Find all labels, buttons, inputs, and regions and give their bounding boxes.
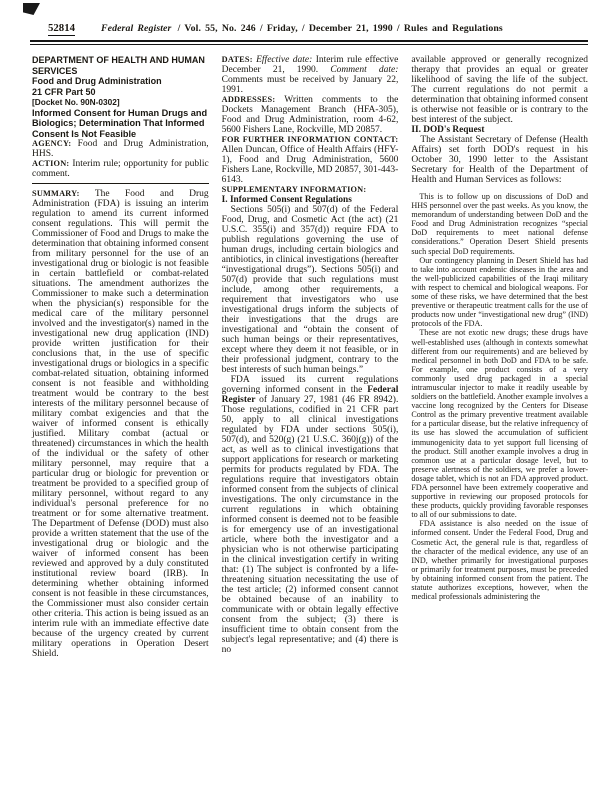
agency-value: Food and Drug Administration, HHS. (32, 139, 209, 159)
supplementary-label-row (222, 185, 399, 195)
agency-label: AGENCY: (32, 139, 72, 148)
preamble-divider (32, 183, 209, 184)
column-right (411, 55, 588, 659)
column-middle (222, 55, 399, 659)
summary-text: The Food and Drug Administration (FDA) is issuing an interim regulation to amend its current informed consent regulations. This will permit the Commissioner of Food and Drugs to make the determination that obtaining informed consent from military personnel for the use of an investigational drug or biologic is not feasible in certain battlefield or combat-related situations. The amendment authorizes the Commissioner to make such a determination when the physician(s) responsible for the medical care of the military personnel involved and the investigator(s) named in the investigational new drug application (IND) provide written justification for their conclusions that, in the use of specific investigational drugs or biologics in a specific combat-related situation, obtaining informed consent is not feasible and withholding treatment would be contrary to the best interests of the military personnel because of military combat exigencies and that the waiver of informed consent is ethically justified. Military combat (actual or threatened) circumstances in which the health of the individual or the safety of other military personnel, may require that a particular drug or biologic for prevention or treatment be provided to a specified group of military personnel, without regard to any individual's personal preference for no treatment or for some alternative treatment. The Department of Defense (DOD) must also provide a written statement that the use of the investigational drug or biologic and the waiver of informed consent has been reviewed and approved by a duly constituted institutional review board (IRB). In determining whether obtaining informed consent is not feasible in these circumstances, the Commissioner must also consider certain other criteria. This action is being issued as an interim rule with an immediate effective date because of the urgency created by current military operations in Operation Desert Shield. (32, 189, 209, 659)
masthead-rule (30, 40, 588, 45)
cfr-part-heading: 21 CFR Part 50 (32, 86, 96, 97)
issue-info: / Vol. 55, No. 246 / Friday, / December 21, 1990 / Rules and Regulations (177, 23, 503, 34)
masthead-title (101, 23, 503, 34)
addresses-paragraph (222, 95, 399, 135)
federal-register-reference: Federal Register (221, 385, 399, 405)
summary-label: SUMMARY: (32, 189, 80, 198)
letter-paragraph: These are not exotic new drugs; these drugs have well-established uses (although in contexts somewhat different from our requirements) and are believed by medical personnel in both DoD and FDA to be safe. For example, one product consists of a very commonly used drug packaged in a special intramuscular injector to make it readily useable by soldiers on the battlefield. Another example involves a vaccine long recognized by the Centers for Disease Control as the primary preventive treatment available for a particular disease, but the relative infrequency of its use has slowed the accumulation of sufficient immunogenicity data to yet support full licensing of the product. Still another example involves a drug in common use at a particular dosage level, but to preserve alertness of the soldiers, we prefer a lower-dosage tablet, which is not an FDA approved product. FDA personnel have been extremely cooperative and supportive in reviewing our proposed protocols for these products, quickly providing favorable responses to all of our submissions to date. (411, 328, 589, 520)
agency-row (32, 139, 209, 159)
body-paragraph-2 (222, 375, 399, 655)
department-heading: DEPARTMENT OF HEALTH AND HUMAN SERVICES (32, 55, 205, 76)
action-label: ACTION: (32, 159, 70, 168)
body-paragraph-1: Sections 505(i) and 507(d) of the Federal Food, Drug, and Cosmetic Act (the act) (21 U.S.C. 355(i) and 357(d)) require FDA to publish regulations governing the use of human drugs, including certain biologics and antibiotics, in clinical investigations (hereafter “investigational drugs”). Sections 505(i) and 507(d) provide that such regulations must include, among other requirements, a requirement that investigators who use investigational drugs inform the subjects of their investigations that the drugs are investigational and “obtain the consent of such human beings or their representatives, except where they deem it not feasible, or in their professional judgment, contrary to the best interests of such human beings.” (221, 205, 399, 375)
section-heading-1: I. Informed Consent Regulations (221, 195, 352, 205)
docket-number: [Docket No. 90N-0302] (32, 97, 120, 107)
comment-date-text: Comments must be received by January 22, 1991. (221, 75, 399, 95)
addresses-label: ADDRESSES: (221, 95, 276, 104)
dates-paragraph (222, 55, 399, 95)
paragraph-2-start: FDA issued its current regulations governing informed consent in the (221, 375, 399, 395)
effective-date-label: Effective date: (256, 55, 313, 65)
masthead (48, 22, 588, 36)
summary-paragraph (32, 189, 209, 659)
page-number: 52814 (48, 22, 75, 34)
contact-text: Allen Duncan, Office of Health Affairs (HFY-1), Food and Drug Administration, 5600 Fishers Lane, Rockville, MD 20857, 301-443-6143. (221, 145, 399, 185)
letter-paragraph: Our contingency planning in Desert Shield has had to take into account endemic diseases in the area and the well-publicized capabilities of the Iraqi military with respect to chemical and biological weapons. For some of these risks, we have determined that the best preventive or therapeutic treatment calls for the use of products now under “investigational new drug” (IND) protocols of the FDA. (411, 255, 589, 329)
dod-request-intro: The Assistant Secretary of Defense (Health Affairs) set forth DOD's request in his October 30, 1990 letter to the Assistant Secretary for Health of the Department of Health and Human Services as follows: (411, 135, 589, 185)
column-left (32, 55, 209, 659)
continuation-paragraph: available approved or generally recognized therapy that provides an equal or greater likelihood of saving the life of the subject. The current regulations do not permit a determination that obtaining informed consent is otherwise not feasible or is contrary to the best interest of the subject. (411, 55, 589, 125)
supplementary-label: SUPPLEMENTARY INFORMATION: (221, 185, 367, 194)
action-row (32, 159, 209, 179)
action-value: Interim rule; opportunity for public comment. (32, 159, 209, 179)
section-heading-2: II. DOD's Request (411, 125, 485, 135)
quoted-letter (411, 192, 588, 601)
letter-paragraph: FDA assistance is also needed on the issue of informed consent. Under the Federal Food, Drug and Cosmetic Act, the general rule is that, regardless of the character of the medical evidence, any use of an IND, whether primarily for investigational purposes or primarily for treatment purposes, must be preceded by obtaining informed consent from the patient. The statute authorizes exceptions, however, when the medical professionals administering the (411, 519, 589, 602)
letter-paragraph: This is to follow up on discussions of DoD and HHS personnel over the past weeks. As you know, the memorandum of understanding between DoD and the Food and Drug Administration recognizes “special DoD requirements to meet national defense considerations.” Operation Desert Shield presents such special DoD requirements. (411, 192, 589, 256)
contact-paragraph (222, 135, 399, 185)
agency-heading: Food and Drug Administration (32, 76, 162, 86)
document-title: Informed Consent for Human Drugs and Biologics; Determination That Informed Consent Is Not Feasible (32, 107, 208, 139)
scan-corner-artifact (23, 3, 40, 15)
comment-date-label: Comment date: (330, 65, 399, 75)
addresses-text: Written comments to the Dockets Management Branch (HFA-305), Food and Drug Administration, room 4-62, 5600 Fishers Lane, Rockville, MD 20857. (221, 95, 399, 135)
journal-name: Federal Register (101, 23, 172, 34)
content-columns (32, 55, 588, 659)
contact-label: FOR FURTHER INFORMATION CONTACT: (221, 135, 399, 144)
effective-date-text: Interim rule effective December 21, 1990. (221, 55, 399, 75)
dates-label: DATES: (221, 55, 253, 64)
paragraph-2-end: of January 27, 1981 (46 FR 8942). Those regulations, codified in 21 CFR part 50, apply to all clinical investigations regulated by FDA under sections 505(i), 507(d), and 520(g) (21 U.S.C. 360j(g)) of the act, as well as to clinical investigations that support applications for research or marketing permits for products regulated by FDA. The regulations require that investigators obtain informed consent from the subjects of clinical investigations. The only circumstance in the current regulations in which obtaining informed consent is deemed not to be feasible is for emergency use of an investigational article, where both the investigator and a physician who is not otherwise participating in the clinical investigation certify in writing that: (1) The subject is confronted by a life-threatening situation necessitating the use of the test article; (2) informed consent cannot be obtained because of an inability to communicate with or obtain legally effective consent from the subject; (3) there is insufficient time to obtain consent from the subject's legal representative; and (4) there is no (221, 395, 399, 655)
